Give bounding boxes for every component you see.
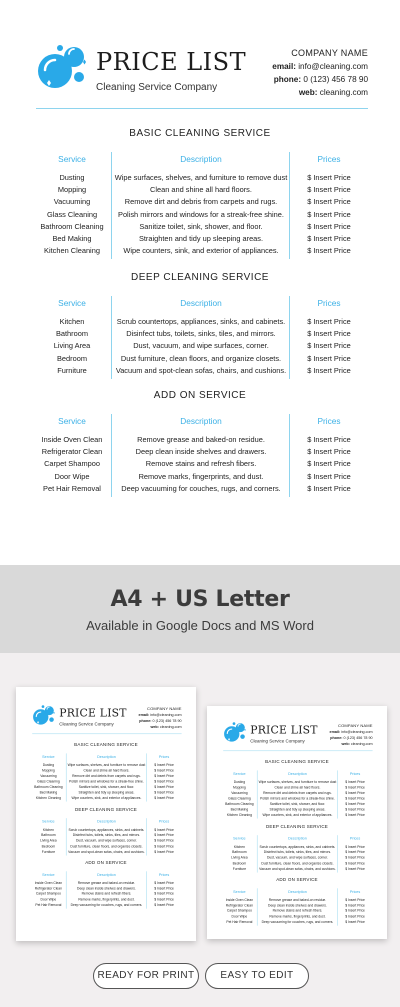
service-cell: Carpet Shampoo [35, 891, 61, 896]
price-cell: $ Insert Price [154, 891, 174, 896]
service-cell: Glass Cleaning [46, 209, 98, 219]
price-cell: $ Insert Price [307, 341, 351, 351]
service-cell: Mopping [42, 768, 55, 773]
service-cell: Mopping [233, 785, 246, 790]
service-cell: Kitchen Cleaning [35, 795, 61, 800]
price-cell: $ Insert Price [154, 784, 174, 789]
format-banner [0, 565, 400, 653]
description-cell: Sanitize toilet, sink, shower, and floor. [78, 784, 135, 789]
service-cell: Vacuuming [40, 773, 57, 778]
service-cell: Carpet Shampoo [44, 459, 100, 469]
service-cell: Kitchen Cleaning [44, 246, 100, 256]
service-cell: Carpet Shampoo [226, 908, 252, 913]
column-header-description: Description [288, 771, 307, 776]
banner-subtitle: Available in Google Docs and MS Word [86, 618, 314, 633]
table-row [36, 483, 368, 495]
price-cell: $ Insert Price [345, 850, 365, 855]
document-header [32, 703, 181, 733]
price-cell: $ Insert Price [345, 855, 365, 860]
us-letter-preview-content [207, 706, 387, 939]
description-cell: Clean and shine all hard floors. [274, 785, 321, 790]
column-header-description: Description [180, 298, 222, 308]
description-cell: Dust, vacuum, and wipe surfaces, corner. [75, 838, 137, 843]
description-cell: Wipe surfaces, shelves, and furniture to remove dust [114, 173, 288, 182]
column-header-description: Description [97, 754, 116, 759]
description-cell: Straighten and tidy up sleeping areas. [78, 790, 135, 795]
service-cell: Furniture [232, 866, 247, 871]
table-row [36, 184, 368, 196]
document-header [223, 720, 372, 750]
price-table [223, 888, 372, 925]
service-cell: Bathroom [41, 833, 56, 838]
price-cell: $ Insert Price [307, 353, 351, 363]
document-subtitle: Cleaning Service Company [250, 738, 305, 744]
service-cell: Refrigerator Clean [41, 447, 103, 457]
service-cell: Inside Oven Clean [41, 435, 103, 444]
description-cell: Polish mirrors and windows for a streak-free shine. [69, 779, 144, 784]
service-cell: Kitchen [42, 827, 54, 832]
column-header-prices: Prices [349, 836, 361, 841]
service-cell: Door Wipe [54, 471, 90, 481]
service-cell: Door Wipe [231, 914, 248, 919]
table-row [223, 812, 372, 817]
table-row [32, 902, 181, 907]
column-header-service: Service [42, 872, 55, 877]
price-cell: $ Insert Price [307, 459, 351, 469]
service-cell: Bathroom [232, 850, 247, 855]
price-cell: $ Insert Price [307, 221, 351, 231]
description-cell: Remove marks, fingerprints, and dust. [78, 897, 135, 902]
section-title: DEEP CLEANING SERVICE [74, 807, 138, 813]
price-cell: $ Insert Price [307, 365, 351, 375]
price-cell: $ Insert Price [154, 762, 174, 767]
table-row [36, 365, 368, 377]
company-phone: phone: 0 (123) 456 78 90 [139, 718, 182, 723]
price-cell: $ Insert Price [154, 902, 174, 907]
company-email: email: info@cleaning.com [138, 712, 182, 717]
section-title: BASIC CLEANING SERVICE [265, 759, 329, 765]
table-row [36, 196, 368, 208]
company-info [272, 47, 368, 99]
company-email: email: info@cleaning.com [329, 729, 373, 734]
column-header-prices: Prices [158, 754, 170, 759]
company-info [139, 706, 182, 729]
table-row [36, 458, 368, 470]
column-header-prices: Prices [158, 872, 170, 877]
description-cell: Remove dirt and debris from carpets and rugs. [72, 773, 141, 778]
price-cell: $ Insert Price [154, 886, 174, 891]
description-cell: Remove grease and baked-on residue. [268, 897, 327, 902]
price-cell: $ Insert Price [154, 773, 174, 778]
price-cell: $ Insert Price [345, 919, 365, 924]
price-cell: $ Insert Price [154, 790, 174, 795]
price-cell: $ Insert Price [345, 866, 365, 871]
service-cell: Pet Hair Removal [43, 483, 101, 493]
description-cell: Sanitize toilet, sink, shower, and floor. [269, 801, 326, 806]
price-cell: $ Insert Price [307, 329, 351, 339]
price-cell: $ Insert Price [345, 908, 365, 913]
section-title: ADD ON SERVICE [85, 860, 127, 866]
description-cell: Disinfect tubs, toilets, sinks, tiles, and mirrors. [263, 850, 332, 855]
price-cell: $ Insert Price [154, 838, 174, 843]
description-cell: Deep clean inside shelves and drawers. [77, 886, 136, 891]
description-cell: Dust furniture, clean floors, and organize closets. [120, 353, 282, 363]
column-header-service: Service [58, 298, 86, 308]
price-table [36, 414, 368, 497]
bubbles-logo-icon [223, 720, 247, 744]
table-row [36, 340, 368, 352]
document-subtitle: Cleaning Service Company [59, 721, 114, 727]
description-cell: Remove marks, fingerprints, and dust. [138, 471, 264, 481]
service-cell: Bed Making [39, 790, 58, 795]
service-cell: Furniture [57, 365, 87, 375]
price-cell: $ Insert Price [345, 844, 365, 849]
table-row [36, 434, 368, 446]
company-email: email: info@cleaning.com [272, 62, 368, 71]
table-row [36, 353, 368, 365]
price-cell: $ Insert Price [154, 880, 174, 885]
service-cell: Furniture [41, 849, 56, 854]
service-cell: Door Wipe [40, 897, 57, 902]
header-divider [36, 108, 368, 109]
ready-for-print-button[interactable]: READY FOR PRINT [93, 963, 199, 989]
description-cell: Vacuum and spot-clean sofas, chairs, and cushions. [68, 849, 145, 854]
price-cell: $ Insert Price [307, 246, 351, 256]
document-title: PRICE LIST [250, 723, 318, 737]
table-row [36, 446, 368, 458]
section-title: DEEP CLEANING SERVICE [265, 824, 329, 830]
column-header-service: Service [42, 754, 55, 759]
table-row [32, 849, 181, 854]
document-title: PRICE LIST [96, 48, 247, 76]
service-cell: Kitchen [233, 844, 245, 849]
description-cell: Deep vacuuming for couches, rugs, and corners. [261, 919, 334, 924]
description-cell: Disinfect tubs, toilets, sinks, tiles, and mirrors. [72, 833, 141, 838]
description-cell: Dust, vacuum, and wipe surfaces, corner. [266, 855, 328, 860]
service-cell: Bedroom [57, 353, 87, 363]
column-header-service: Service [42, 819, 55, 824]
price-cell: $ Insert Price [345, 861, 365, 866]
table-row [223, 919, 372, 924]
price-cell: $ Insert Price [307, 435, 351, 444]
description-cell: Sanitize toilet, sink, shower, and floor. [139, 221, 263, 231]
price-cell: $ Insert Price [307, 185, 351, 195]
service-cell: Living Area [231, 855, 248, 860]
price-cell: $ Insert Price [307, 317, 351, 326]
price-cell: $ Insert Price [345, 785, 365, 790]
service-cell: Dusting [59, 173, 85, 182]
price-cell: $ Insert Price [154, 849, 174, 854]
service-cell: Glass Cleaning [37, 779, 60, 784]
price-cell: $ Insert Price [345, 897, 365, 902]
service-cell: Kitchen [59, 317, 85, 326]
table-row [36, 245, 368, 257]
company-web: web: cleaning.com [298, 88, 368, 97]
price-table [223, 770, 372, 818]
service-cell: Bed Making [230, 807, 249, 812]
service-cell: Pet Hair Removal [226, 919, 253, 924]
column-header-description: Description [97, 819, 116, 824]
price-cell: $ Insert Price [345, 801, 365, 806]
description-cell: Deep clean inside shelves and drawers. [135, 447, 267, 457]
price-cell: $ Insert Price [345, 903, 365, 908]
price-cell: $ Insert Price [345, 807, 365, 812]
document-header [36, 40, 368, 106]
section-title: ADD ON SERVICE [276, 877, 318, 883]
price-cell: $ Insert Price [154, 827, 174, 832]
description-cell: Remove dirt and debris from carpets and rugs. [263, 790, 332, 795]
a4-preview-page [16, 687, 196, 941]
section-title: DEEP CLEANING SERVICE [131, 272, 269, 283]
column-header-prices: Prices [349, 889, 361, 894]
description-cell: Remove marks, fingerprints, and dust. [269, 914, 326, 919]
column-header-description: Description [288, 889, 307, 894]
service-cell: Inside Oven Clean [225, 897, 254, 902]
a4-preview-content [16, 687, 196, 939]
service-cell: Living Area [53, 341, 91, 351]
description-cell: Straighten and tidy up sleeping areas. [138, 233, 264, 243]
table-row [32, 795, 181, 800]
price-cell: $ Insert Price [345, 779, 365, 784]
price-cell: $ Insert Price [307, 447, 351, 457]
price-table [32, 818, 181, 855]
description-cell: Disinfect tubs, toilets, sinks, tiles, and mirrors. [126, 329, 276, 339]
description-cell: Remove stains and refresh fibers. [145, 459, 257, 469]
bubbles-logo-icon [36, 40, 90, 94]
column-header-service: Service [58, 416, 86, 426]
description-cell: Clean and shine all hard floors. [83, 768, 130, 773]
service-cell: Dusting [233, 779, 246, 784]
description-cell: Remove stains and refresh fibers. [272, 908, 323, 913]
company-name: COMPANY NAME [147, 706, 182, 712]
price-cell: $ Insert Price [307, 483, 351, 493]
description-cell: Dust furniture, clean floors, and organize closets. [70, 844, 143, 849]
section-title: BASIC CLEANING SERVICE [74, 742, 138, 748]
easy-to-edit-button[interactable]: EASY TO EDIT [205, 963, 309, 989]
description-cell: Vacuum and spot-clean sofas, chairs, and cushions. [115, 365, 287, 375]
description-cell: Wipe counters, sink, and exterior of appliances. [71, 795, 142, 800]
banner-title: A4 + US Letter [110, 587, 290, 612]
price-cell: $ Insert Price [154, 897, 174, 902]
price-cell: $ Insert Price [307, 173, 351, 182]
service-cell: Inside Oven Clean [34, 880, 63, 885]
section-title: ADD ON SERVICE [153, 390, 247, 401]
service-cell: Bathroom Cleaning [225, 801, 254, 806]
description-cell: Scrub countertops, appliances, sinks, and cabinets. [68, 827, 145, 832]
price-table [32, 753, 181, 801]
price-cell: $ Insert Price [345, 914, 365, 919]
price-cell: $ Insert Price [154, 833, 174, 838]
service-cell: Refrigerator Clean [34, 886, 62, 891]
column-header-prices: Prices [317, 416, 341, 426]
price-cell: $ Insert Price [307, 471, 351, 481]
service-cell: Pet Hair Removal [35, 902, 62, 907]
description-cell: Wipe counters, sink, and exterior of appliances. [123, 246, 279, 256]
service-cell: Glass Cleaning [228, 796, 251, 801]
company-phone: phone: 0 (123) 456 78 90 [330, 735, 373, 740]
company-web: web: cleaning.com [341, 741, 373, 746]
service-cell: Bathroom Cleaning [40, 221, 104, 231]
table-row [36, 471, 368, 483]
description-cell: Deep clean inside shelves and drawers. [268, 903, 327, 908]
service-cell: Dusting [42, 762, 55, 767]
description-cell: Polish mirrors and windows for a streak-free shine. [118, 209, 284, 219]
table-row [223, 866, 372, 871]
service-cell: Living Area [40, 838, 57, 843]
description-cell: Deep vacuuming for couches, rugs, and corners. [121, 483, 281, 493]
table-row [36, 316, 368, 328]
service-cell: Bathroom Cleaning [34, 784, 63, 789]
service-cell: Vacuuming [53, 197, 91, 207]
company-web: web: cleaning.com [150, 724, 182, 729]
price-cell: $ Insert Price [307, 197, 351, 207]
service-cell: Kitchen Cleaning [226, 812, 252, 817]
column-header-description: Description [97, 872, 116, 877]
description-cell: Clean and shine all hard floors. [150, 185, 252, 195]
column-header-service: Service [233, 836, 246, 841]
service-cell: Mopping [57, 185, 87, 195]
column-header-prices: Prices [349, 771, 361, 776]
description-cell: Straighten and tidy up sleeping areas. [269, 807, 326, 812]
description-cell: Vacuum and spot-clean sofas, chairs, and cushions. [259, 866, 336, 871]
table-row [36, 233, 368, 245]
description-cell: Remove grease and baked-on residue. [77, 880, 136, 885]
price-cell: $ Insert Price [307, 209, 351, 219]
service-cell: Vacuuming [231, 790, 248, 795]
description-cell: Dust furniture, clean floors, and organize closets. [261, 861, 334, 866]
column-header-description: Description [288, 836, 307, 841]
document-subtitle: Cleaning Service Company [96, 82, 218, 93]
description-cell: Dust, vacuum, and wipe surfaces, corner. [133, 341, 269, 351]
table-row [36, 209, 368, 221]
price-cell: $ Insert Price [345, 796, 365, 801]
price-cell: $ Insert Price [345, 790, 365, 795]
price-table [36, 152, 368, 259]
service-cell: Bed Making [52, 233, 92, 243]
service-cell: Bedroom [232, 861, 247, 866]
document-title: PRICE LIST [59, 706, 127, 720]
price-cell: $ Insert Price [154, 795, 174, 800]
column-header-prices: Prices [158, 819, 170, 824]
company-name: COMPANY NAME [338, 723, 373, 729]
description-cell: Polish mirrors and windows for a streak-free shine. [260, 796, 335, 801]
description-cell: Remove stains and refresh fibers. [81, 891, 132, 896]
description-cell: Scrub countertops, appliances, sinks, and cabinets. [259, 844, 336, 849]
company-name: COMPANY NAME [291, 48, 368, 58]
service-cell: Refrigerator Clean [225, 903, 253, 908]
price-table [36, 296, 368, 379]
us-letter-preview-page [207, 706, 387, 939]
description-cell: Wipe counters, sink, and exterior of appliances. [262, 812, 333, 817]
description-cell: Wipe surfaces, shelves, and furniture to remove dust [258, 779, 337, 784]
price-table [223, 835, 372, 872]
price-cell: $ Insert Price [154, 768, 174, 773]
column-header-prices: Prices [317, 298, 341, 308]
description-cell: Scrub countertops, appliances, sinks, and cabinets. [116, 317, 286, 326]
column-header-description: Description [180, 154, 222, 164]
description-cell: Remove grease and baked-on residue. [137, 435, 265, 444]
column-header-service: Service [233, 771, 246, 776]
price-cell: $ Insert Price [154, 844, 174, 849]
service-cell: Bathroom [55, 329, 89, 339]
table-row [36, 172, 368, 184]
table-row [36, 328, 368, 340]
description-cell: Wipe surfaces, shelves, and furniture to remove dust [67, 762, 146, 767]
column-header-prices: Prices [317, 154, 341, 164]
column-header-description: Description [180, 416, 222, 426]
bubbles-logo-icon [32, 703, 56, 727]
price-table [32, 871, 181, 908]
price-cell: $ Insert Price [345, 812, 365, 817]
column-header-service: Service [233, 889, 246, 894]
description-cell: Remove dirt and debris from carpets and rugs. [124, 197, 278, 207]
description-cell: Deep vacuuming for couches, rugs, and corners. [70, 902, 143, 907]
company-phone: phone: 0 (123) 456 78 90 [273, 75, 368, 84]
company-info [330, 723, 373, 746]
price-cell: $ Insert Price [154, 779, 174, 784]
column-header-service: Service [58, 154, 86, 164]
service-cell: Bedroom [41, 844, 56, 849]
price-cell: $ Insert Price [307, 233, 351, 243]
section-title: BASIC CLEANING SERVICE [129, 128, 271, 139]
table-row [36, 221, 368, 233]
